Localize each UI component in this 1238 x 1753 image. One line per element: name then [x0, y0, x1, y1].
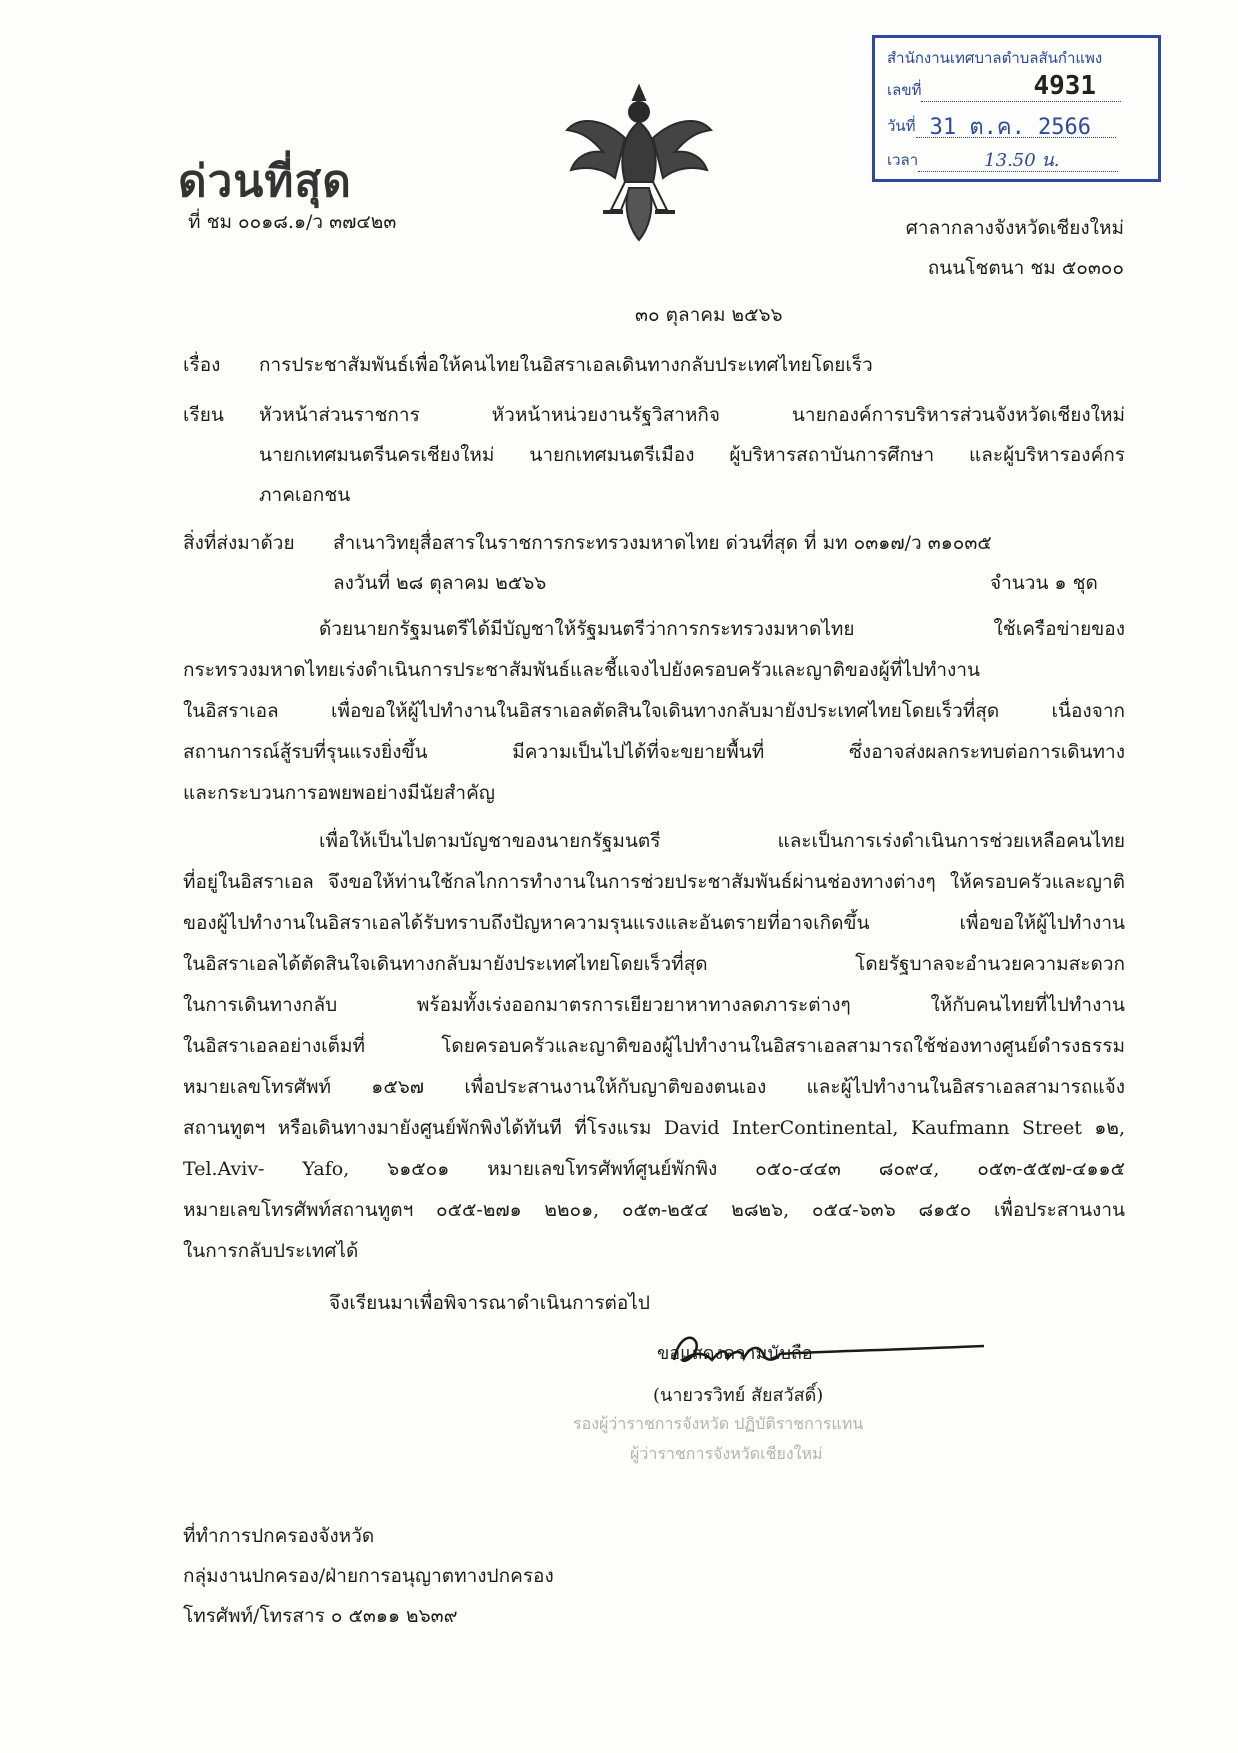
body-line: Tel.Aviv- Yafo, ๖๑๕๐๑ หมายเลขโทรศัพท์ศูนย์พักพิง ๐๕๐-๔๔๓ ๘๐๙๔, ๐๕๓-๕๕๗-๔๑๑๕	[183, 1158, 1125, 1180]
signatory-name: (นายวรวิทย์ สัยสวัสดิ์)	[653, 1385, 824, 1406]
urgency-label: ด่วนที่สุด	[178, 156, 352, 207]
signatory-position: ผู้ว่าราชการจังหวัดเชียงใหม่	[630, 1444, 823, 1463]
recipient-line: หัวหน้าส่วนราชการ หัวหน้าหน่วยงานรัฐวิสาหกิจ นายกองค์การบริหารส่วนจังหวัดเชียงใหม่	[259, 404, 1125, 426]
body-line: หมายเลขโทรศัพท์ ๑๕๖๗ เพื่อประสานงานให้กับญาติของตนเอง และผู้ไปทำงานในอิสราเอลสามารถแจ้ง	[183, 1076, 1125, 1098]
body-line: ในอิสราเอลได้ตัดสินใจเดินทางกลับมายังประเทศไทยโดยเร็วที่สุด โดยรัฐบาลจะอำนวยความสะดวก	[183, 953, 1125, 975]
body-line: ในการเดินทางกลับ พร้อมทั้งเร่งออกมาตรการเยียวยาหาทางลดภาระต่างๆ ให้กับคนไทยที่ไปทำงาน	[183, 994, 1125, 1016]
stamp-date-value: 31 ต.ค. 2566	[929, 115, 1092, 140]
recipient-label: เรียน	[183, 404, 224, 426]
footer-phone: โทรศัพท์/โทรสาร ๐ ๕๓๑๑ ๒๖๓๙	[183, 1605, 458, 1627]
handwritten-signature	[668, 1320, 988, 1380]
body-line: สถานทูตฯ หรือเดินทางมายังศูนย์พักพิงได้ทันที ที่โรงแรม David InterContinental, Kaufmann Street ๑๒,	[183, 1117, 1125, 1139]
body-line: สถานการณ์สู้รบที่รุนแรงยิ่งขึ้น มีความเป็นไปได้ที่จะขยายพื้นที่ ซึ่งอาจส่งผลกระทบต่อการเดินทาง	[183, 741, 1125, 763]
footer-office: ที่ทำการปกครองจังหวัด	[183, 1525, 375, 1547]
document-number: ที่ ชม ๐๐๑๘.๑/ว ๓๗๔๒๓	[188, 211, 397, 233]
signatory-position: รองผู้ว่าราชการจังหวัด ปฏิบัติราชการแทน	[573, 1414, 864, 1433]
salutation: ขอแสดงความนับถือ	[657, 1343, 813, 1364]
recipient-line: ภาคเอกชน	[259, 484, 351, 506]
body-line: ในอิสราเอลอย่างเต็มที่ โดยครอบครัวและญาติของผู้ไปทำงานในอิสราเอลสามารถใช้ช่องทางศูนย์ดำรงธรรม	[183, 1035, 1125, 1057]
receipt-stamp	[872, 35, 1161, 182]
garuda-emblem	[563, 78, 715, 248]
stamp-time-row	[887, 148, 1118, 172]
enclosure-label: สิ่งที่ส่งมาด้วย	[183, 532, 295, 554]
body-line: ในการกลับประเทศได้	[183, 1240, 359, 1262]
recipient-line: นายกเทศมนตรีนครเชียงใหม่ นายกเทศมนตรีเมือง ผู้บริหารสถาบันการศึกษา และผู้บริหารองค์กร	[259, 444, 1125, 466]
body-line: หมายเลขโทรศัพท์สถานทูตฯ ๐๕๕-๒๗๑ ๒๒๐๑, ๐๕๓-๒๕๔ ๒๘๒๖, ๐๕๔-๖๓๖ ๘๑๕๐ เพื่อประสานงาน	[183, 1199, 1125, 1221]
body-line: กระทรวงมหาดไทยเร่งดำเนินการประชาสัมพันธ์และชี้แจงไปยังครอบครัวและญาติของผู้ที่ไปทำงาน	[183, 659, 980, 681]
stamp-number-row	[887, 71, 1121, 102]
body-line: ในอิสราเอล เพื่อขอให้ผู้ไปทำงานในอิสราเอลตัดสินใจเดินทางกลับมายังประเทศไทยโดยเร็วที่สุด เนื่องจาก	[183, 700, 1125, 722]
closing-request: จึงเรียนมาเพื่อพิจารณาดำเนินการต่อไป	[329, 1292, 650, 1314]
footer-department: กลุ่มงานปกครอง/ฝ่ายการอนุญาตทางปกครอง	[183, 1565, 554, 1587]
stamp-number-value: 4931	[1033, 71, 1097, 101]
letter-date: ๓๐ ตุลาคม ๒๕๖๖	[635, 304, 783, 326]
sender-address-line2: ถนนโชตนา ชม ๕๐๓๐๐	[927, 257, 1124, 279]
stamp-number-label: เลขที่	[887, 81, 922, 99]
enclosure-line: สำเนาวิทยุสื่อสารในราชการกระทรวงมหาดไทย ด่วนที่สุด ที่ มท ๐๓๑๗/ว ๓๑๐๓๕	[333, 532, 992, 554]
body-line: ที่อยู่ในอิสราเอล จึงขอให้ท่านใช้กลไกการทำงานในการช่วยประชาสัมพันธ์ผ่านช่องทางต่างๆ ให้ครอบครัวและญาติ	[183, 871, 1125, 893]
enclosure-line: ลงวันที่ ๒๘ ตุลาคม ๒๕๖๖	[333, 572, 547, 594]
stamp-date-label: วันที่	[887, 117, 916, 135]
subject-text: การประชาสัมพันธ์เพื่อให้คนไทยในอิสราเอลเดินทางกลับประเทศไทยโดยเร็ว	[259, 354, 873, 376]
stamp-date-row	[887, 114, 1116, 138]
body-line: ด้วยนายกรัฐมนตรีได้มีบัญชาให้รัฐมนตรีว่าการกระทรวงมหาดไทย ใช้เครือข่ายของ	[319, 618, 1125, 640]
stamp-time-value: 13.50 น.	[984, 150, 1060, 171]
stamp-time-label: เวลา	[887, 151, 919, 169]
subject-label: เรื่อง	[183, 354, 221, 376]
sender-address-line1: ศาลากลางจังหวัดเชียงใหม่	[905, 217, 1124, 239]
body-line: เพื่อให้เป็นไปตามบัญชาของนายกรัฐมนตรี และเป็นการเร่งดำเนินการช่วยเหลือคนไทย	[319, 830, 1125, 852]
enclosure-count: จำนวน ๑ ชุด	[990, 572, 1098, 594]
body-line: ของผู้ไปทำงานในอิสราเอลได้รับทราบถึงปัญหาความรุนแรงและอันตรายที่อาจเกิดขึ้น เพื่อขอให้ผู้ไปทำงาน	[183, 912, 1125, 934]
stamp-office: สำนักงานเทศบาลตำบลสันกำแพง	[887, 49, 1103, 67]
body-line: และกระบวนการอพยพอย่างมีนัยสำคัญ	[183, 782, 495, 804]
